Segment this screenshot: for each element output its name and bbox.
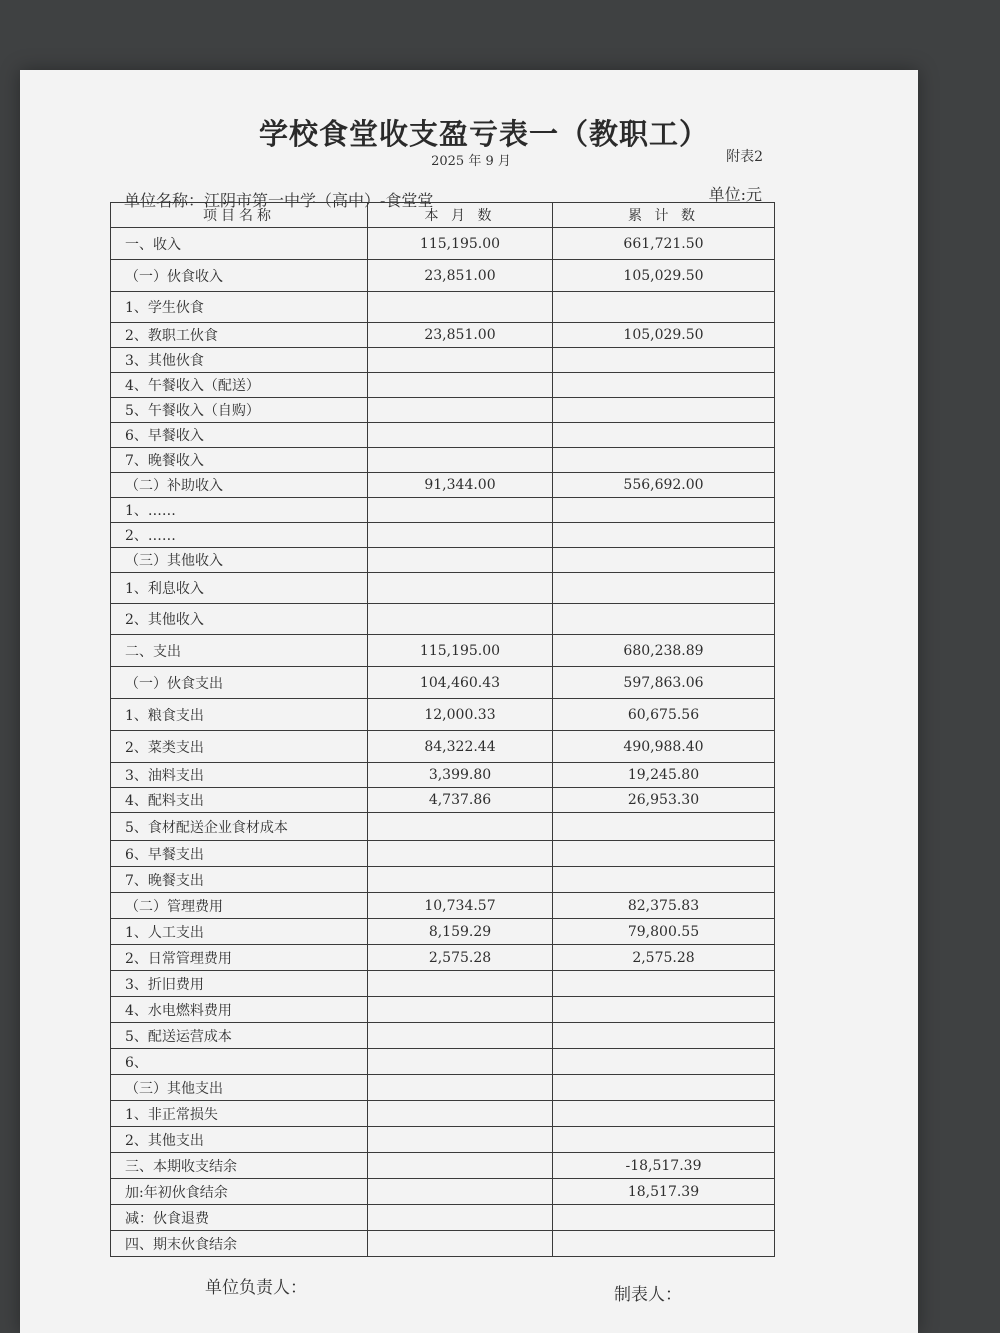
row-month-value [368,1179,553,1205]
row-item-name: 1、粮食支出 [111,699,368,731]
row-month-value: 23,851.00 [368,323,553,348]
row-month-value [368,448,553,473]
row-cumulative-value [553,573,775,604]
row-month-value: 23,851.00 [368,260,553,292]
row-item-name: 三、本期收支结余 [111,1153,368,1179]
table-row [111,635,775,667]
row-item-name: （一）伙食支出 [111,667,368,699]
table-row [111,1205,775,1231]
header-month: 本 月 数 [368,203,553,228]
table-row [111,228,775,260]
row-item-name: 1、利息收入 [111,573,368,604]
row-cumulative-value [553,604,775,635]
row-month-value: 104,460.43 [368,667,553,699]
row-month-value: 3,399.80 [368,763,553,788]
row-item-name: 3、油料支出 [111,763,368,788]
row-cumulative-value: 556,692.00 [553,473,775,498]
row-item-name: 6、早餐收入 [111,423,368,448]
header-cumulative: 累 计 数 [553,203,775,228]
row-month-value [368,1049,553,1075]
row-month-value [368,1205,553,1231]
page-title: 学校食堂收支盈亏表一（教职工） [258,117,709,151]
row-month-value [368,498,553,523]
row-cumulative-value [553,1049,775,1075]
row-item-name: （一）伙食收入 [111,260,368,292]
table-row [111,423,775,448]
row-item-name: 2、日常管理费用 [111,945,368,971]
row-item-name: 5、食材配送企业食材成本 [111,813,368,841]
row-item-name: 4、配料支出 [111,788,368,813]
table-header-row [111,203,775,228]
row-month-value: 91,344.00 [368,473,553,498]
table-row [111,523,775,548]
table-row [111,971,775,997]
row-cumulative-value [553,1231,775,1257]
row-item-name: 2、教职工伙食 [111,323,368,348]
row-cumulative-value [553,1075,775,1101]
currency-unit: 单位:元 [708,185,762,204]
row-month-value [368,1101,553,1127]
table-row [111,1153,775,1179]
unit-name: 单位名称：江阴市第一中学（高中）-食堂堂 [124,191,434,210]
row-cumulative-value: 60,675.56 [553,699,775,731]
row-cumulative-value [553,548,775,573]
unit-head-signature-label: 单位负责人： [205,1278,307,1298]
table-row [111,473,775,498]
row-cumulative-value [553,867,775,893]
row-item-name: 四、期末伙食结余 [111,1231,368,1257]
row-month-value [368,867,553,893]
row-cumulative-value: 597,863.06 [553,667,775,699]
row-month-value [368,1075,553,1101]
row-month-value [368,813,553,841]
row-item-name: （三）其他收入 [111,548,368,573]
row-cumulative-value [553,423,775,448]
income-expense-table [110,202,775,1257]
table-row [111,1075,775,1101]
row-cumulative-value: -18,517.39 [553,1153,775,1179]
row-item-name: 4、水电燃料费用 [111,997,368,1023]
row-cumulative-value: 26,953.30 [553,788,775,813]
row-cumulative-value [553,523,775,548]
row-cumulative-value: 490,988.40 [553,731,775,763]
row-item-name: （二）管理费用 [111,893,368,919]
row-item-name: 2、菜类支出 [111,731,368,763]
table-row [111,573,775,604]
table-row [111,1101,775,1127]
table-row [111,919,775,945]
table-row [111,763,775,788]
row-month-value [368,971,553,997]
row-item-name: 减：伙食退费 [111,1205,368,1231]
table-row [111,813,775,841]
row-month-value: 115,195.00 [368,635,553,667]
row-cumulative-value [553,448,775,473]
table-row [111,1127,775,1153]
row-month-value: 10,734.57 [368,893,553,919]
paper-sheet [20,70,918,1333]
row-month-value [368,398,553,423]
row-month-value [368,1153,553,1179]
row-item-name: 6、早餐支出 [111,841,368,867]
table-row [111,292,775,323]
table-row [111,373,775,398]
row-cumulative-value: 105,029.50 [553,323,775,348]
row-item-name: 2、…… [111,523,368,548]
row-item-name: 6、 [111,1049,368,1075]
row-cumulative-value [553,1205,775,1231]
table-row [111,1049,775,1075]
row-month-value [368,841,553,867]
row-month-value [368,548,553,573]
table-row [111,667,775,699]
table-row [111,498,775,523]
preparer-signature-label: 制表人： [614,1285,682,1305]
row-item-name: 一、收入 [111,228,368,260]
row-month-value [368,1127,553,1153]
row-month-value [368,373,553,398]
table-row [111,604,775,635]
table-row [111,841,775,867]
row-month-value: 84,322.44 [368,731,553,763]
row-item-name: 2、其他支出 [111,1127,368,1153]
row-month-value [368,997,553,1023]
row-month-value: 115,195.00 [368,228,553,260]
row-cumulative-value: 19,245.80 [553,763,775,788]
header-item-name: 项目名称 [111,203,368,228]
row-month-value: 2,575.28 [368,945,553,971]
table-row [111,348,775,373]
row-item-name: 1、人工支出 [111,919,368,945]
row-cumulative-value: 79,800.55 [553,919,775,945]
table-row [111,893,775,919]
row-cumulative-value: 2,575.28 [553,945,775,971]
row-item-name: 5、午餐收入（自购） [111,398,368,423]
row-cumulative-value [553,498,775,523]
row-cumulative-value [553,1127,775,1153]
row-item-name: 二、支出 [111,635,368,667]
table-row [111,323,775,348]
table-row [111,260,775,292]
row-cumulative-value [553,398,775,423]
row-item-name: 2、其他收入 [111,604,368,635]
row-cumulative-value [553,1101,775,1127]
row-month-value [368,1231,553,1257]
row-month-value: 4,737.86 [368,788,553,813]
table-row [111,548,775,573]
table-row [111,788,775,813]
report-date: 2025 年 9 月 [431,154,511,169]
table-row [111,1179,775,1205]
row-month-value: 12,000.33 [368,699,553,731]
table-row [111,1023,775,1049]
row-month-value [368,1023,553,1049]
row-cumulative-value [553,841,775,867]
table-row [111,731,775,763]
row-item-name: 7、晚餐支出 [111,867,368,893]
row-month-value [368,423,553,448]
row-month-value: 8,159.29 [368,919,553,945]
row-cumulative-value: 680,238.89 [553,635,775,667]
row-month-value [368,523,553,548]
table-row [111,867,775,893]
row-item-name: 1、学生伙食 [111,292,368,323]
row-cumulative-value [553,348,775,373]
row-item-name: 1、非正常损失 [111,1101,368,1127]
row-item-name: 3、其他伙食 [111,348,368,373]
row-month-value [368,604,553,635]
row-cumulative-value: 661,721.50 [553,228,775,260]
table-row [111,398,775,423]
row-cumulative-value [553,292,775,323]
row-cumulative-value [553,813,775,841]
row-item-name: 1、…… [111,498,368,523]
row-item-name: 4、午餐收入（配送） [111,373,368,398]
row-cumulative-value: 82,375.83 [553,893,775,919]
row-cumulative-value: 105,029.50 [553,260,775,292]
table-row [111,699,775,731]
row-item-name: （二）补助收入 [111,473,368,498]
table-row [111,1231,775,1257]
table-row [111,997,775,1023]
table-row [111,448,775,473]
row-item-name: 5、配送运营成本 [111,1023,368,1049]
row-item-name: 加:年初伙食结余 [111,1179,368,1205]
row-month-value [368,292,553,323]
row-cumulative-value [553,1023,775,1049]
row-cumulative-value [553,373,775,398]
row-item-name: 3、折旧费用 [111,971,368,997]
attachment-label: 附表2 [726,149,763,165]
row-month-value [368,573,553,604]
row-item-name: （三）其他支出 [111,1075,368,1101]
row-cumulative-value [553,971,775,997]
table-row [111,945,775,971]
row-month-value [368,348,553,373]
row-item-name: 7、晚餐收入 [111,448,368,473]
row-cumulative-value [553,997,775,1023]
row-cumulative-value: 18,517.39 [553,1179,775,1205]
